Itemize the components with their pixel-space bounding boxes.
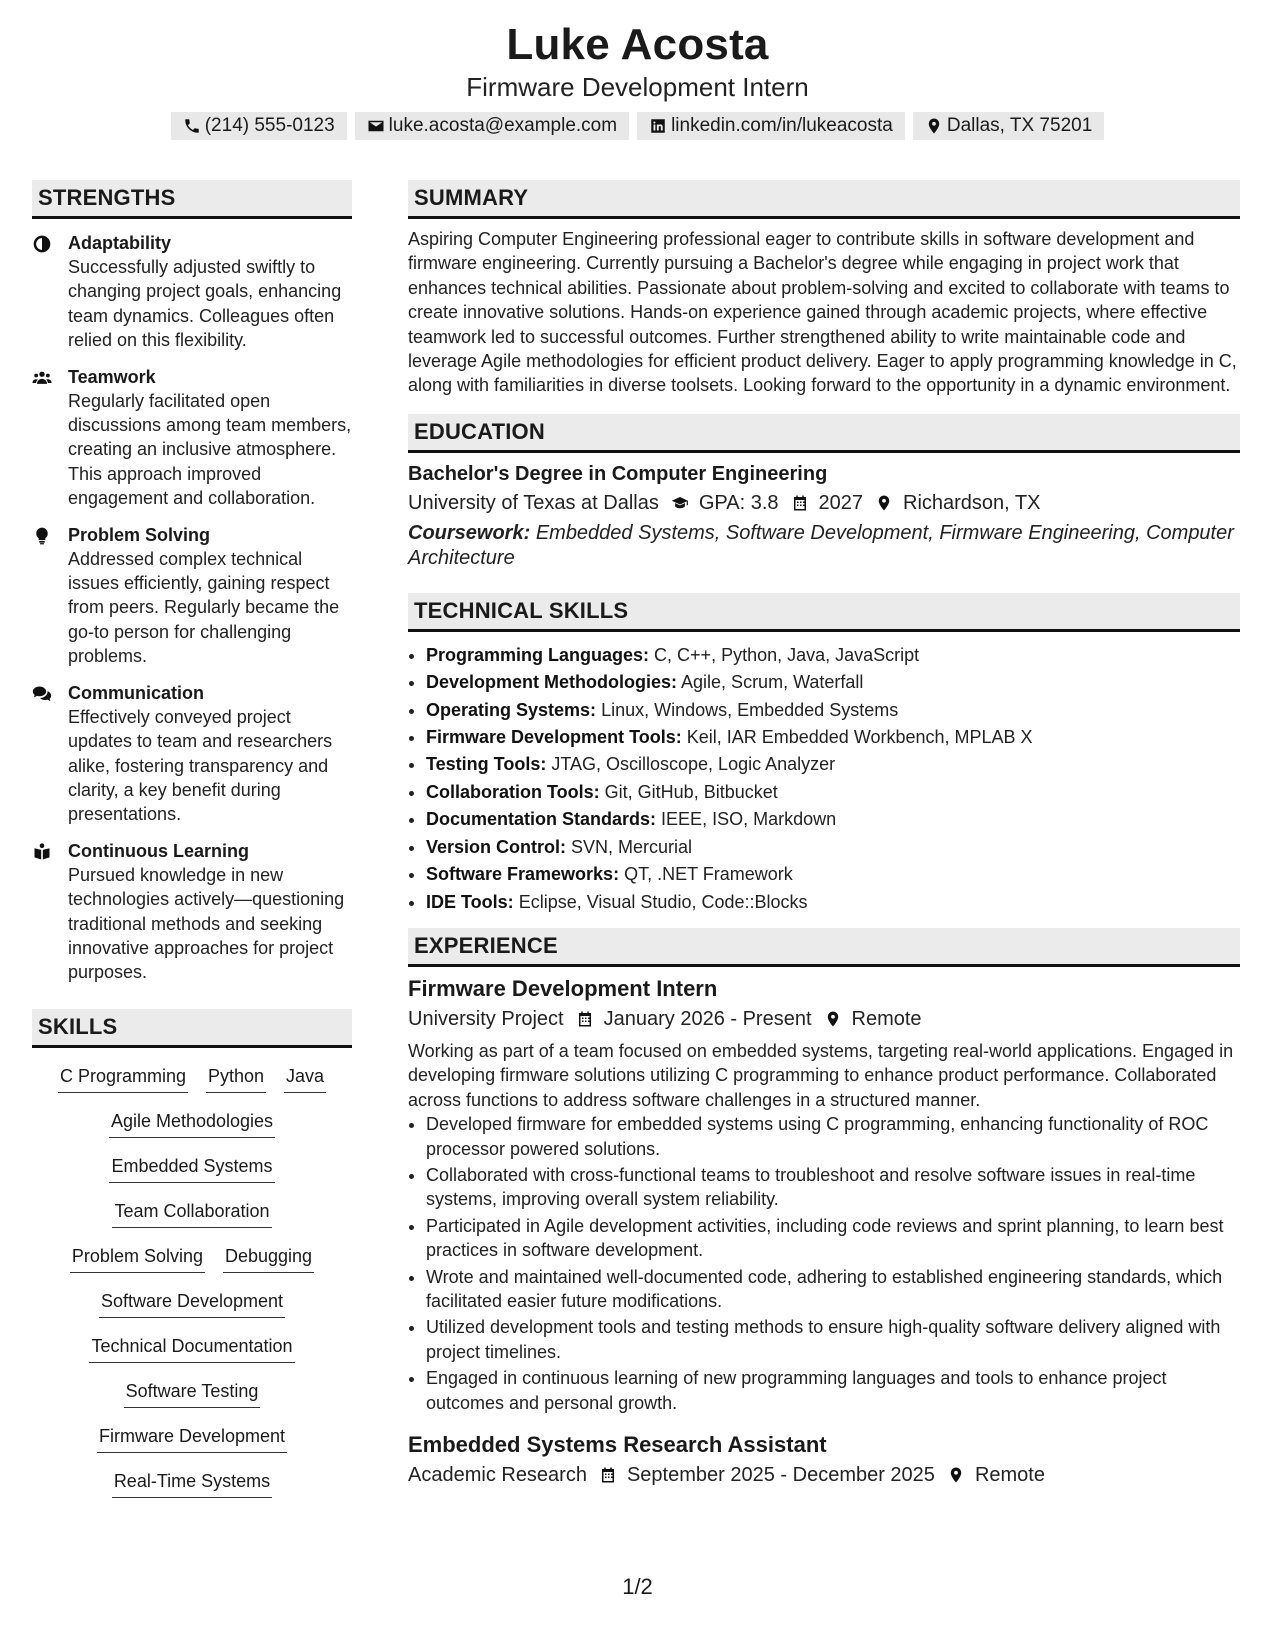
job-dates: September 2025 - December 2025	[626, 1464, 935, 1486]
skills-row	[32, 1379, 352, 1424]
skills-row	[32, 1064, 352, 1109]
skills-row	[32, 1289, 352, 1334]
tech-skill-value: SVN, Mercurial	[571, 836, 693, 857]
skills-row	[32, 1109, 352, 1154]
contact-phone-text: (214) 555-0123	[204, 115, 335, 136]
strength-item	[32, 231, 352, 353]
tech-skill-label: Programming Languages:	[426, 644, 650, 665]
reader-book-icon	[32, 842, 52, 862]
job-bullet: • Engaged in continuous learning of new programming languages and tools to enhance project outcomes and personal growth.	[426, 1366, 1240, 1415]
job-dates: January 2026 - Present	[603, 1007, 812, 1030]
skill-tag: C Programming	[58, 1064, 188, 1093]
skills-row	[32, 1424, 352, 1469]
location-pin-icon	[824, 1010, 842, 1028]
tech-skill-item	[426, 642, 1240, 669]
tech-skill-value: Git, GitHub, Bitbucket	[604, 781, 778, 802]
job-bullets	[408, 1112, 1240, 1415]
tech-skill-item	[426, 834, 1240, 861]
tech-skill-label: Testing Tools:	[426, 754, 547, 775]
strength-item	[32, 681, 352, 827]
users-group-icon	[32, 368, 52, 388]
skills-row	[32, 1469, 352, 1514]
skill-tag: Problem Solving	[70, 1244, 205, 1273]
contact-location-text: Dallas, TX 75201	[946, 115, 1093, 136]
job-org: University Project	[408, 1007, 564, 1030]
strength-title: Communication	[68, 682, 205, 703]
right-column	[408, 180, 1240, 1489]
skill-tag: Agile Methodologies	[109, 1109, 275, 1138]
calendar-icon	[599, 1466, 617, 1484]
tech-skill-label: Version Control:	[426, 836, 567, 857]
strength-text: Addressed complex technical issues efficiently, gaining respect from peers. Regularly became the go-to person for challenging problems.	[68, 548, 340, 667]
linkedin-icon	[649, 117, 667, 135]
experience-heading: EXPERIENCE	[408, 928, 1240, 967]
resume-header	[0, 18, 1275, 140]
skills-row	[32, 1334, 352, 1379]
contact-bar	[0, 112, 1275, 140]
coursework-list: Embedded Systems, Software Development, Firmware Engineering, Computer Architecture	[408, 521, 1234, 569]
job-location: Remote	[851, 1007, 922, 1030]
coursework-label: Coursework:	[408, 521, 531, 544]
tech-skill-label: Documentation Standards:	[426, 809, 657, 830]
skill-tag: Technical Documentation	[89, 1334, 294, 1363]
job-entry	[408, 1431, 1240, 1489]
tech-skill-value: QT, .NET Framework	[624, 864, 793, 885]
location-pin-icon	[875, 494, 893, 512]
job-bullet: • Collaborated with cross-functional teams to troubleshoot and resolve software issues in real-time systems, improving overall system reliability.	[426, 1163, 1240, 1212]
education-meta	[408, 489, 1240, 517]
strength-item	[32, 523, 352, 669]
job-title: Firmware Development Intern	[408, 975, 718, 1001]
tech-skill-item	[426, 751, 1240, 778]
strength-text: Effectively conveyed project updates to team and researchers alike, fostering transparency and clarity, a key benefit during presentations.	[68, 706, 333, 825]
contact-email-text[interactable]: luke.acosta@example.com	[388, 115, 618, 136]
graduation-cap-icon	[671, 494, 689, 512]
skill-tag: Software Testing	[124, 1379, 261, 1408]
skills-row	[32, 1154, 352, 1199]
graduation-year: 2027	[818, 491, 864, 514]
tech-skill-label: Operating Systems:	[426, 699, 597, 720]
candidate-title: Firmware Development Intern	[466, 72, 809, 102]
skills-heading: SKILLS	[32, 1009, 352, 1048]
skill-tag: Team Collaboration	[112, 1199, 271, 1228]
technical-skills-list	[408, 642, 1240, 916]
job-meta	[408, 1461, 1240, 1489]
contact-email[interactable]	[355, 112, 629, 140]
candidate-name: Luke Acosta	[506, 20, 769, 69]
school-name: University of Texas at Dallas	[408, 491, 659, 514]
job-title: Embedded Systems Research Assistant	[408, 1432, 827, 1457]
tech-skill-item	[426, 889, 1240, 916]
tech-skill-label: Firmware Development Tools:	[426, 727, 682, 748]
tech-skill-value: C, C++, Python, Java, JavaScript	[654, 644, 920, 665]
tech-skill-value: IEEE, ISO, Markdown	[661, 809, 837, 830]
tech-skill-item	[426, 697, 1240, 724]
skill-tag: Real-Time Systems	[112, 1469, 272, 1498]
job-bullet: • Wrote and maintained well-documented code, adhering to established engineering standards, which facilitated easier future modifications.	[426, 1265, 1240, 1314]
tech-skill-value: Keil, IAR Embedded Workbench, MPLAB X	[686, 727, 1033, 748]
gpa: GPA: 3.8	[698, 491, 779, 514]
contact-linkedin-text[interactable]: linkedin.com/in/lukeacosta	[671, 115, 893, 136]
strength-item	[32, 839, 352, 985]
tech-skill-label: Development Methodologies:	[426, 672, 678, 693]
school-location: Richardson, TX	[903, 491, 1041, 514]
skills-row	[32, 1244, 352, 1289]
strength-item	[32, 365, 352, 511]
skill-tag: Firmware Development	[97, 1424, 287, 1453]
envelope-icon	[367, 117, 385, 135]
tech-skill-value: Linux, Windows, Embedded Systems	[601, 699, 899, 720]
job-bullet: • Utilized development tools and testing methods to ensure high-quality software delivery aligned with project timelines.	[426, 1315, 1240, 1364]
strengths-heading: STRENGTHS	[32, 180, 352, 219]
strength-text: Pursued knowledge in new technologies actively—questioning traditional methods and seeking innovative approaches for project purposes.	[68, 864, 345, 983]
phone-icon	[183, 117, 201, 135]
calendar-icon	[791, 494, 809, 512]
skill-tag: Debugging	[223, 1244, 314, 1273]
skill-tag: Python	[206, 1064, 266, 1093]
tech-skill-value: Agile, Scrum, Waterfall	[681, 672, 864, 693]
tech-skill-label: Collaboration Tools:	[426, 781, 600, 802]
skill-tag: Java	[284, 1064, 326, 1093]
tech-skill-label: IDE Tools:	[426, 891, 514, 912]
contact-phone	[171, 112, 347, 140]
chat-bubbles-icon	[32, 684, 52, 704]
calendar-icon	[576, 1010, 594, 1028]
job-meta	[408, 1005, 1240, 1033]
technical-skills-heading: TECHNICAL SKILLS	[408, 593, 1240, 632]
job-bullet: • Participated in Agile development activities, including code reviews and sprint planning, to learn best practices in software development.	[426, 1214, 1240, 1263]
left-column	[32, 180, 352, 1514]
job-org: Academic Research	[408, 1464, 587, 1486]
strength-title: Adaptability	[68, 233, 172, 253]
job-entry	[408, 975, 1240, 1415]
location-pin-icon	[947, 1466, 965, 1484]
strength-title: Problem Solving	[68, 524, 211, 545]
strength-text: Regularly facilitated open discussions among team members, creating an inclusive atmosphere. This approach improved engagement and collaboration.	[68, 390, 352, 509]
strength-title: Teamwork	[68, 366, 156, 387]
tech-skill-item	[426, 724, 1240, 751]
skills-row	[32, 1199, 352, 1244]
strengths-list	[32, 231, 352, 985]
contact-linkedin[interactable]	[637, 112, 905, 140]
degree-title: Bachelor's Degree in Computer Engineering	[408, 462, 828, 485]
location-pin-icon	[925, 117, 943, 135]
skills-cloud	[32, 1064, 352, 1514]
summary-text: Aspiring Computer Engineering professional eager to contribute skills in software development and firmware engineering. Currently pursuing a Bachelor's degree while engaging in project work that enhances technical abilities. Passionate about problem-solving and excited to collaborate with teams to create innovative solutions. Hands-on experience gained through academic projects, where effective teamwork led to successful outcomes. Further strengthened ability to write maintainable code and leverage Agile methodologies for efficient product delivery. Eager to apply programming knowledge in C, along with familiarities in diverse toolsets. Looking forward to the opportunity in a dynamic environment.	[408, 229, 1237, 396]
contrast-circle-icon	[32, 234, 52, 254]
tech-skill-item	[426, 861, 1240, 888]
page-number: 1/2	[622, 1574, 653, 1599]
tech-skill-label: Software Frameworks:	[426, 864, 620, 885]
coursework	[408, 521, 1240, 571]
tech-skill-value: JTAG, Oscilloscope, Logic Analyzer	[551, 754, 836, 775]
tech-skill-item	[426, 779, 1240, 806]
strength-title: Continuous Learning	[68, 840, 249, 861]
tech-skill-item	[426, 806, 1240, 833]
skill-tag: Embedded Systems	[109, 1154, 274, 1183]
job-location: Remote	[974, 1464, 1045, 1486]
job-bullet: • Developed firmware for embedded systems using C programming, enhancing functionality of ROC processor powered solutions.	[426, 1112, 1240, 1161]
tech-skill-value: Eclipse, Visual Studio, Code::Blocks	[518, 891, 808, 912]
summary-heading: SUMMARY	[408, 180, 1240, 219]
job-description: Working as part of a team focused on embedded systems, targeting real-world applications. Engaged in developing firmware solutions utilizing C programming to enhance product performance. Collaborated across functions to address software challenges in a structured manner.	[408, 1040, 1234, 1110]
tech-skill-item	[426, 669, 1240, 696]
skill-tag: Software Development	[99, 1289, 285, 1318]
contact-location	[913, 112, 1104, 140]
lightbulb-icon	[32, 526, 52, 546]
education-heading: EDUCATION	[408, 414, 1240, 453]
strength-text: Successfully adjusted swiftly to changing project goals, enhancing team dynamics. Colleagues often relied on this flexibility.	[68, 257, 342, 351]
